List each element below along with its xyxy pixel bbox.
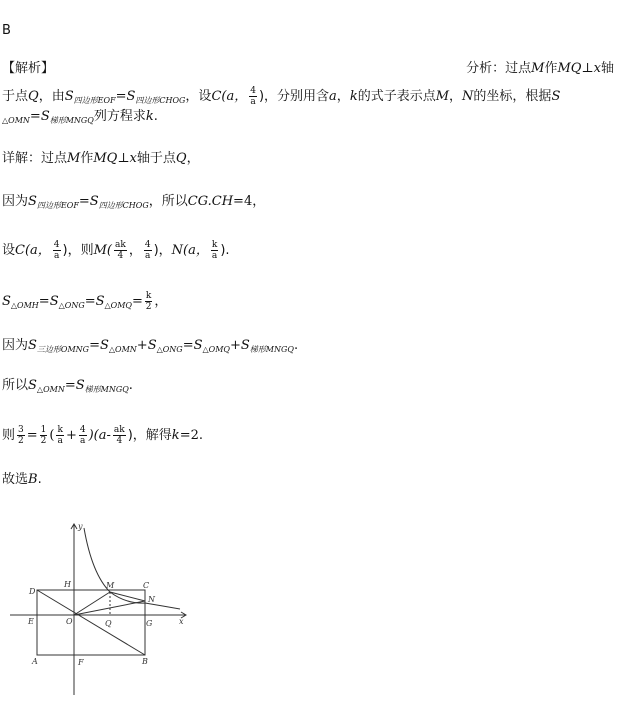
detail-line-4: $S_{\triangle OMH}=S_{\triangle ONG}=S_{\triangle OMQ}=$ $\frac{k}{2}$ ， xyxy=(2,291,168,312)
label-C: C xyxy=(143,581,150,590)
label-H: H xyxy=(64,580,71,589)
geometry-figure xyxy=(8,520,208,700)
label-E: E xyxy=(28,617,34,626)
analysis-line-3: $_{\triangle OMN}=S_{梯形MNGQ}$列方程求k. xyxy=(2,109,158,125)
heading: 【解析】 xyxy=(2,61,55,76)
analysis-heading-line xyxy=(2,60,622,78)
detail-line-1: 详解：过点M作MQ⊥x轴于点Q， xyxy=(2,151,200,166)
label-A: A xyxy=(32,657,38,666)
detail-line-6: 所以$S_{\triangle OMN}=S_{梯形MNGQ}$. xyxy=(2,378,133,394)
label-x: x xyxy=(179,617,184,626)
detail-line-7: 则 $\frac{3}{2}$ = $\frac{1}{2}$ ( $\frac{k}{a}$ + $\frac{4}{a}$ )(a- $\frac{ak}{4}$ )，解得k=2. xyxy=(2,425,204,446)
detail-line-8: 故选B. xyxy=(2,472,42,487)
label-Q: Q xyxy=(105,619,112,628)
label-D: D xyxy=(29,587,36,596)
hyperbola xyxy=(84,528,180,609)
label-F: F xyxy=(78,658,84,667)
detail-line-2: 因为$S_{四边形EOF}=S_{四边形CHOG}$，所以CG.CH=4， xyxy=(2,194,266,210)
analysis-line-2: 于点Q，由$S_{四边形EOF}=S_{四边形CHOG}$，设C(a， $\frac{4}{a}$ )，分别用含a，k的式子表示点M，N的坐标，根据S xyxy=(2,86,561,107)
label-B: B xyxy=(142,657,148,666)
label-y: y xyxy=(78,522,83,531)
line-MN xyxy=(110,592,145,601)
answer-letter: B xyxy=(2,23,11,38)
detail-line-5: 因为$S_{三边形OMNG}=S_{\triangle OMN}+S_{\triangle ONG}=S_{\triangle OMQ}+S_{梯形MNGQ}$. xyxy=(2,338,299,354)
analysis-intro: 分析：过点M作MQ⊥x轴 xyxy=(466,61,614,76)
label-O: O xyxy=(66,617,73,626)
label-M: M xyxy=(106,581,115,590)
label-G: G xyxy=(146,619,153,628)
detail-line-3: 设C(a， $\frac{4}{a}$ )，则M( $\frac{ak}{4}$ ， $\frac{4}{a}$ )，N(a， $\frac{k}{a}$ ). xyxy=(2,240,230,261)
label-N: N xyxy=(148,595,155,604)
line-DB xyxy=(37,590,145,655)
